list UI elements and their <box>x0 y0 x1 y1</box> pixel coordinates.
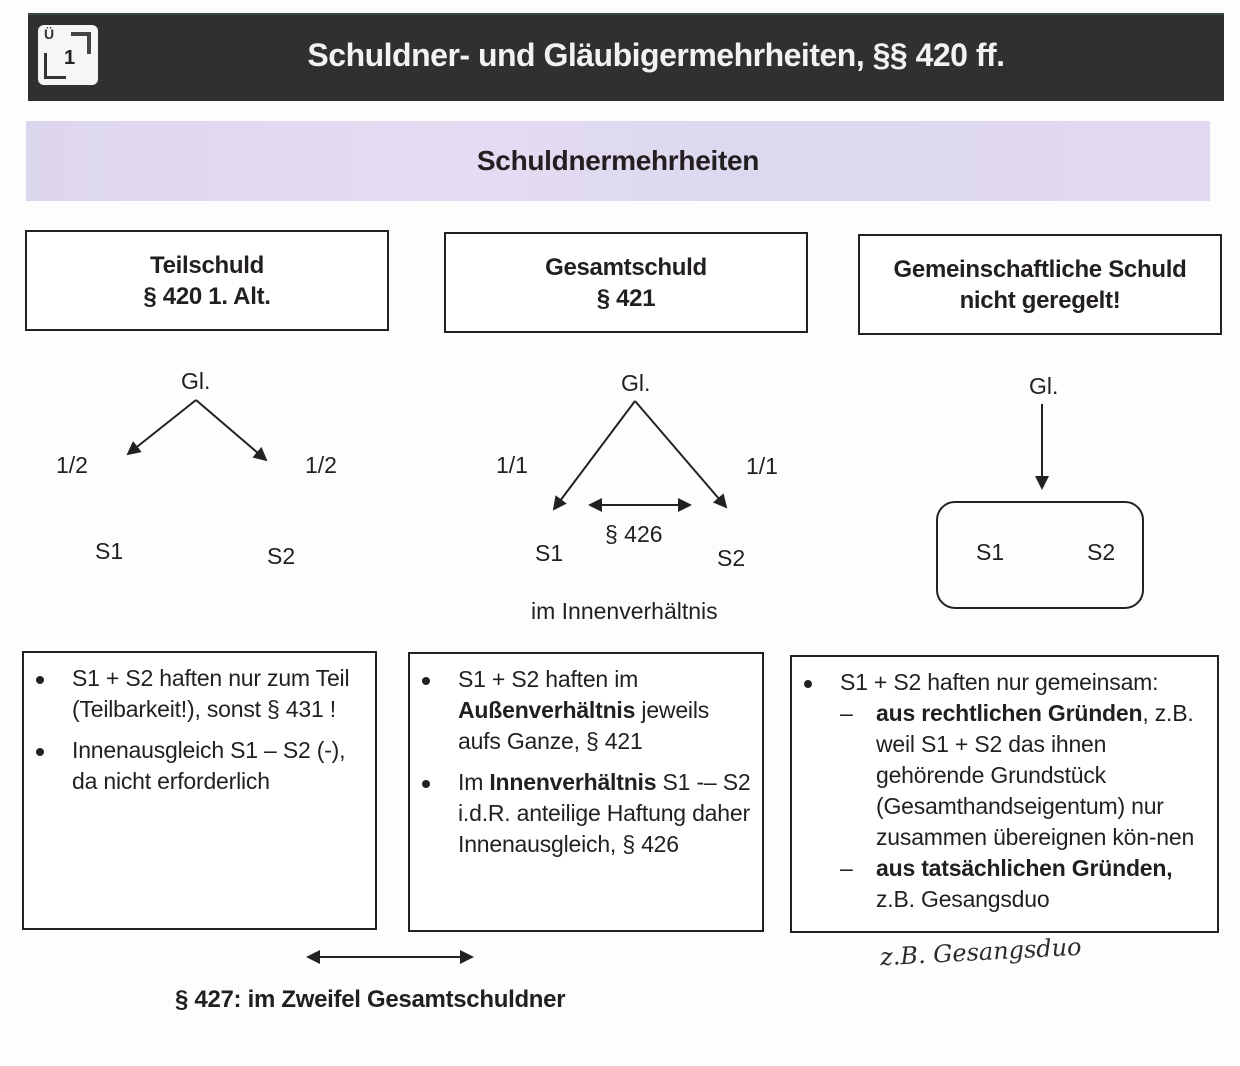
bullet-text: Innenausgleich S1 – S2 (-), da nicht erforderlich <box>72 737 346 794</box>
detail-box-gemeinschaftliche-schuld <box>790 655 1219 933</box>
creditor-label: Gl. <box>621 370 651 396</box>
bullet-text-pre: Im <box>458 769 490 795</box>
internal-caption: im Innenverhältnis <box>531 598 718 624</box>
bullet-text-bold: Innenverhältnis <box>489 769 657 795</box>
category-ref: nicht geregelt! <box>959 286 1121 314</box>
share-right-label: 1/2 <box>305 452 337 478</box>
bullet-text-bold: Außenverhältnis <box>458 697 636 723</box>
creditor-label: Gl. <box>181 368 211 394</box>
debtor-s1-label: S1 <box>95 538 124 564</box>
bullet-item <box>24 735 367 797</box>
bullet-text-post: jeweils aufs Ganze, § 421 <box>458 697 710 754</box>
teilschuld-arrows <box>128 400 266 460</box>
sub-item-text: , z.B. weil S1 + S2 das ihnen gehörende Grundstück (Gesamthandseigentum) nur zusammen übereignen kön-nen <box>876 700 1195 850</box>
section-title: Schuldnermehrheiten <box>476 145 760 176</box>
badge-number: 1 <box>64 47 76 69</box>
footer-rule: § 427: im Zweifel Gesamtschuldner <box>175 986 566 1013</box>
sub-item-bold: aus rechtlichen Gründen <box>876 700 1143 726</box>
bullet-text-pre: S1 + S2 haften im <box>458 666 639 692</box>
category-title: Teilschuld <box>150 251 264 279</box>
debtor-s1-label: S1 <box>535 540 564 566</box>
category-ref: § 421 <box>596 284 656 312</box>
bullet-item <box>792 667 1207 915</box>
debtor-s2-label: S2 <box>1087 539 1116 565</box>
gesamtschuld-arrows <box>554 401 726 509</box>
sub-item-factual-reasons <box>840 853 1207 915</box>
debtor-s2-label: S2 <box>267 543 296 569</box>
sub-item-text: z.B. Gesangsduo <box>876 886 1050 912</box>
badge-letter: Ü <box>44 26 55 42</box>
share-right-label: 1/1 <box>746 453 778 479</box>
page-title: Schuldner- und Gläubigermehrheiten, §§ 420 ff. <box>307 37 1005 73</box>
sub-item-legal-reasons <box>840 698 1207 853</box>
bullet-icon <box>36 676 44 684</box>
bullet-icon <box>422 780 430 788</box>
bullet-icon <box>36 748 44 756</box>
detail-box-teilschuld <box>22 651 377 930</box>
bullet-icon <box>804 680 812 688</box>
internal-ref-label: § 426 <box>605 521 663 547</box>
bullet-text-post: S1 -– S2 i.d.R. anteilige Haftung daher Innenausgleich, § 426 <box>458 769 751 857</box>
share-left-label: 1/2 <box>56 452 88 478</box>
creditor-label: Gl. <box>1029 373 1059 399</box>
debtor-s2-label: S2 <box>717 545 746 571</box>
dash-icon: – <box>840 700 853 726</box>
dash-icon: – <box>840 855 853 881</box>
debtor-s1-label: S1 <box>976 539 1005 565</box>
bullet-item <box>410 664 752 757</box>
category-ref: § 420 1. Alt. <box>143 282 271 310</box>
category-title: Gesamtschuld <box>545 253 707 281</box>
bullet-icon <box>422 677 430 685</box>
handwritten-note: z.B. Gesangsduo <box>879 932 1083 972</box>
gemeinschaftliche-arrows <box>937 404 1143 608</box>
category-title: Gemeinschaftliche Schuld <box>893 255 1187 283</box>
detail-box-gesamtschuld <box>408 652 764 932</box>
sub-item-bold: aus tatsächlichen Gründen, <box>876 855 1173 881</box>
bullet-item <box>410 767 752 860</box>
bullet-text: S1 + S2 haften nur gemeinsam: <box>840 669 1159 695</box>
bullet-item <box>24 663 367 725</box>
share-left-label: 1/1 <box>496 452 528 478</box>
bullet-text: S1 + S2 haften nur zum Teil (Teilbarkeit!), sonst § 431 ! <box>72 665 350 722</box>
